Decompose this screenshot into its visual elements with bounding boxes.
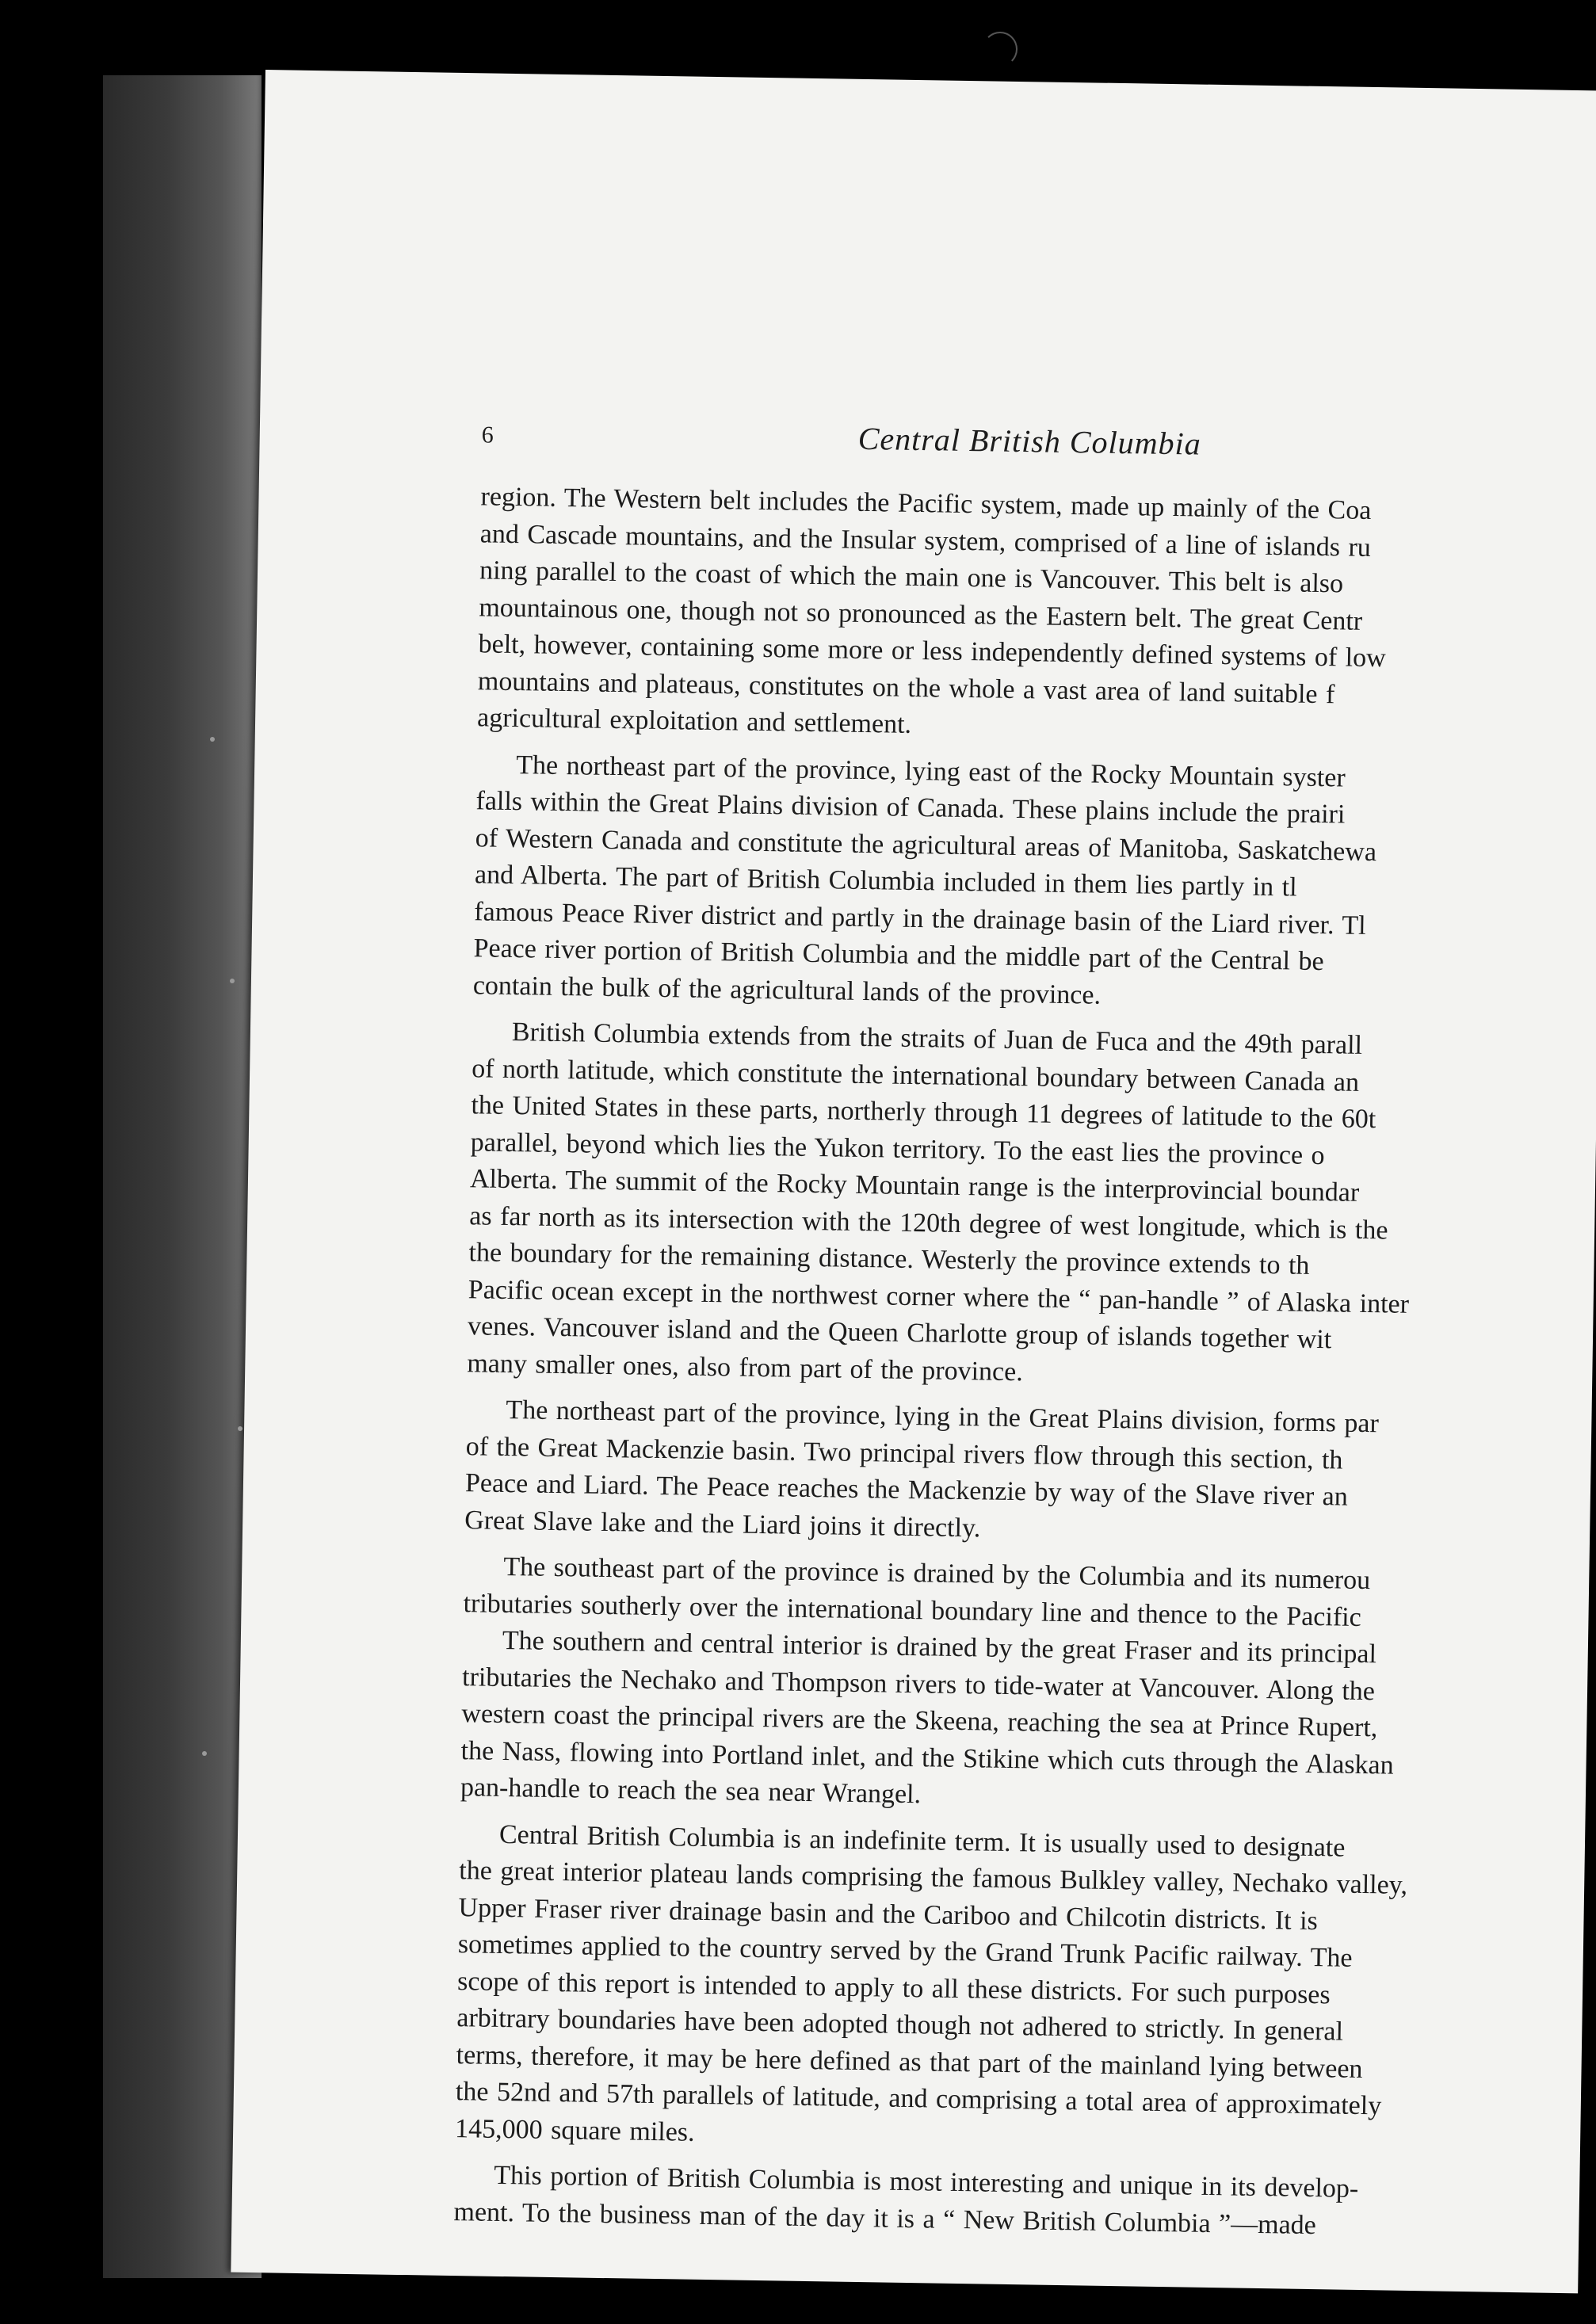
paragraph-1: region. The Western belt includes the Pacific system, made up mainly of the Coa and Cascade mountains, and the Insular system, comprised of a line of islands ru ning parallel to the coast of which the main one is Vancouver. This belt is also mountainous one, though not so pronounced as the Eastern belt. The great Centr belt, however, containing some more or less independently defined systems of low mountains and plateaus, constitutes on the whole a vast area of land suitable f agricultural exploitation and settlement. <box>476 482 1387 739</box>
dust-speck <box>238 1426 242 1431</box>
paragraph-3: British Columbia extends from the straits of Juan de Fuca and the 49th parall of north latitude, which constitute the international boundary between Canada an the United States in these parts, northerly through 11 degrees of latitude to the 60t parallel, beyond which lies the Yukon territory. To the east lies the province o Alberta. The summit of the Rocky Mountain range is the interprovincial boundar as far north as its intersection with the 120th degree of west longitude, which is the the boundary for the remaining distance. Westerly the province extends to th Pacific ocean except in the northwest corner where the “ pan-handle ” of Alaska inter venes. Vancouver island and the Queen Charlotte group of islands together wit many smaller ones, also from part of the province. <box>467 1017 1410 1387</box>
paragraph-8: This portion of British Columbia is most interesting and unique in its develop- ment. To the business man of the day it is a “ New British Columbia ”—made <box>453 2160 1359 2240</box>
page-content <box>453 414 1591 2257</box>
paragraph-2: The northeast part of the province, lying east of the Rocky Mountain syster falls within the Great Plains division of Canada. These plains include the prairi of Western Canada and constitute the agricultural areas of Manitoba, Saskatchewa and Alberta. The part of British Columbia included in them lies partly in tl famous Peace River district and partly in the drainage basin of the Liard river. Tl Peace river portion of British Columbia and the middle part of the Central be contain the bulk of the agricultural lands of the province. <box>472 750 1377 1010</box>
page-number: 6 <box>481 422 494 448</box>
dust-speck <box>230 979 235 983</box>
page-header <box>481 414 1591 479</box>
dust-speck <box>210 737 215 742</box>
running-title: Central British Columbia <box>857 420 1202 462</box>
scan-corner-mark <box>983 32 1018 67</box>
paragraph-5: The southeast part of the province is drained by the Columbia and its numerou tributaries southerly over the international boundary line and thence to the Pacific <box>463 1551 1371 1632</box>
dust-speck <box>202 1751 207 1756</box>
paragraph-6: The southern and central interior is drained by the great Fraser and its principal tributaries the Nechako and Thompson rivers to tide-water at Vancouver. Along the western coast the principal rivers are the Skeena, reaching the sea at Prince Rupert, the Nass, flowing into Portland inlet, and the Stikine which cuts through the Alaskan pan-handle to reach the sea near Wrangel. <box>460 1625 1394 1810</box>
paper-page <box>231 70 1596 2293</box>
paragraph-4: The northeast part of the province, lying in the Great Plains division, forms par of the Great Mackenzie basin. Two principal rivers flow through this section, th Peace and Liard. The Peace reaches the Mackenzie by way of the Slave river an Great Slave lake and the Liard joins it directly. <box>464 1395 1380 1543</box>
paragraph-7: Central British Columbia is an indefinite term. It is usually used to designate the great interior plateau lands comprising the famous Bulkley valley, Nechako valley, Upper Fraser river drainage basin and the Cariboo and Chilcotin districts. It is sometimes applied to the country served by the Grand Trunk Pacific railway. The scope of this report is intended to apply to all these districts. For such purposes arbitrary boundaries have been adopted though not adhered to strictly. In general terms, therefore, it may be here defined as that part of the mainland lying between the 52nd and 57th parallels of latitude, and comprising a total area of approximately 145,000 square miles. <box>454 1819 1408 2147</box>
